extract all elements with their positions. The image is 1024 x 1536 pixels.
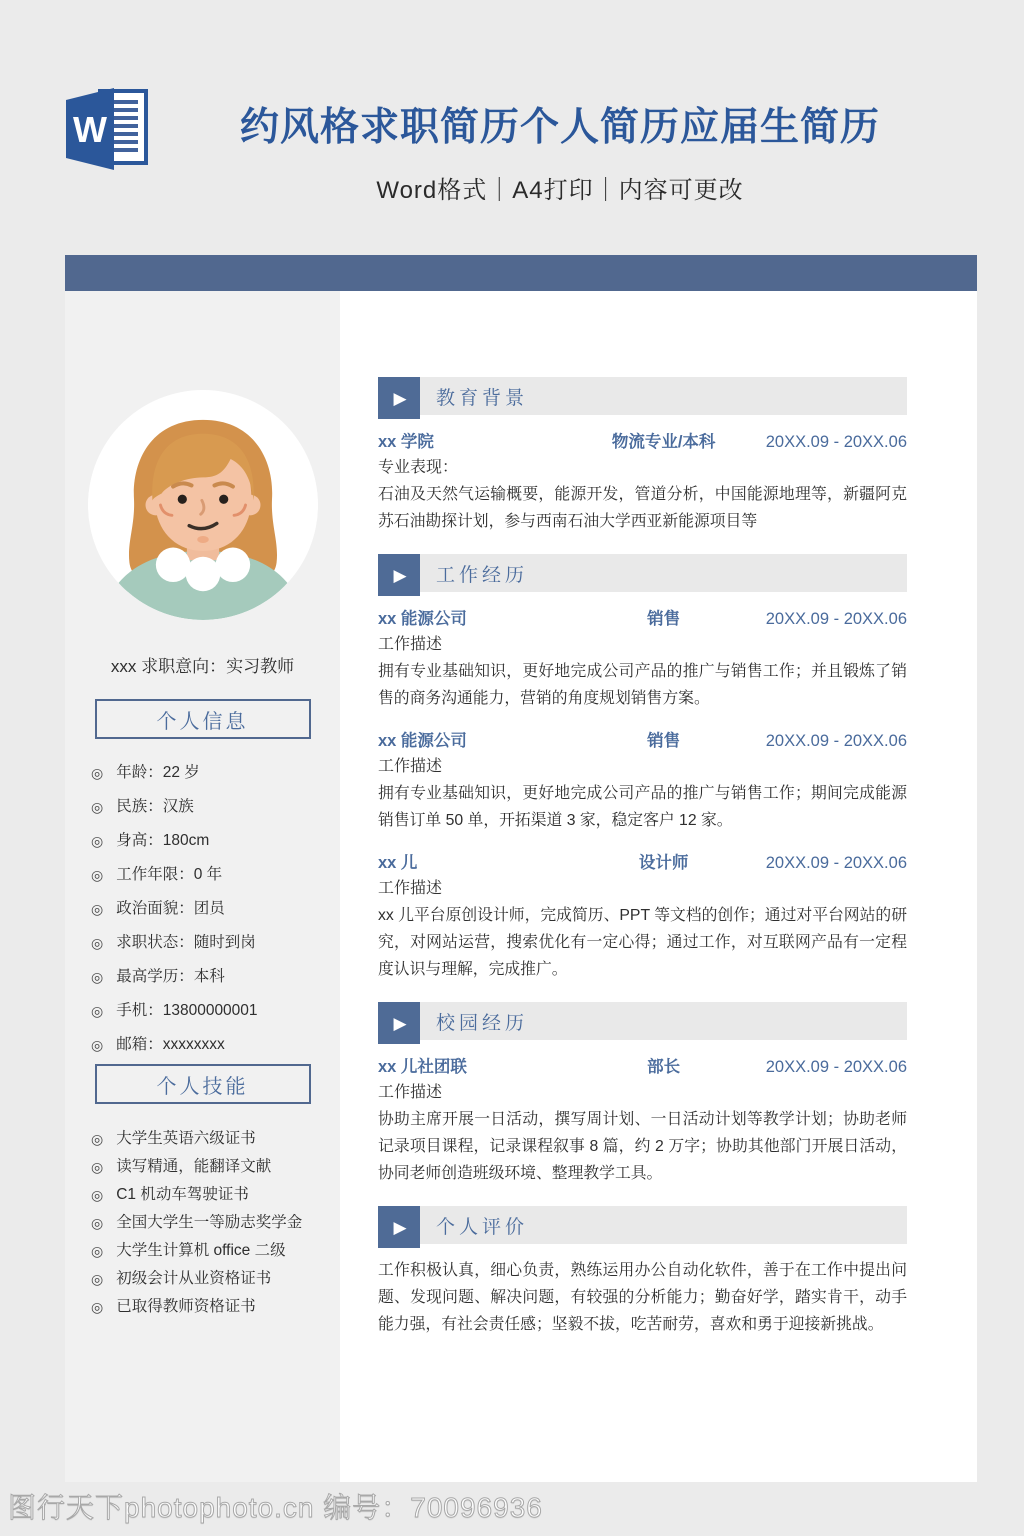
list-item: ◎ 初级会计从业资格证书	[91, 1270, 272, 1287]
entry-date: 20XX.09 - 20XX.06	[765, 854, 907, 872]
list-item: ◎ 读写精通，能翻译文献	[91, 1158, 272, 1175]
entry-desc: xx 儿平台原创设计师，完成简历、PPT 等文档的创作；通过对平台网站的研究，对网站运营，搜索优化有一定心得；通过工作，对互联网产品有一定程度认识与理解，完成推广。	[378, 907, 907, 978]
entry-desc-label: 工作描述	[378, 1084, 443, 1101]
list-item: ◎ 大学生英语六级证书	[91, 1130, 256, 1147]
bullseye-bullet-icon: ◎	[91, 1215, 104, 1231]
resume-card	[65, 255, 977, 1482]
play-icon: ▶	[378, 377, 420, 419]
bullseye-bullet-icon: ◎	[91, 935, 104, 951]
sidebar	[65, 291, 340, 1482]
list-item: ◎ 大学生计算机 office 二级	[91, 1242, 286, 1259]
entry-date: 20XX.09 - 20XX.06	[765, 610, 907, 628]
job-intention: xxx 求职意向：实习教师	[110, 657, 295, 676]
bullseye-bullet-icon: ◎	[91, 1243, 104, 1259]
list-item: ◎ 政治面貌：团员	[91, 900, 225, 917]
list-item: ◎ C1 机动车驾驶证书	[91, 1186, 249, 1203]
site-watermark: 图行天下photophoto.cn 编号：70096936	[8, 1492, 543, 1523]
bullseye-bullet-icon: ◎	[91, 969, 104, 985]
entry-date: 20XX.09 - 20XX.06	[765, 732, 907, 750]
list-item: ◎ 邮箱：xxxxxxxx	[91, 1036, 225, 1053]
entry-role: 物流专业/本科	[611, 433, 716, 451]
section-header	[378, 377, 907, 415]
section-header	[378, 1002, 907, 1040]
entry-desc-label: 工作描述	[378, 880, 443, 897]
entry-role: 销售	[647, 610, 681, 628]
page-subtitle: Word格式｜A4打印｜内容可更改	[376, 177, 744, 204]
entry-desc-label: 工作描述	[378, 758, 443, 775]
section-title: 个人评价	[436, 1216, 529, 1238]
bullseye-bullet-icon: ◎	[91, 799, 104, 815]
list-item: ◎ 工作年限：0 年	[91, 866, 223, 883]
bullseye-bullet-icon: ◎	[91, 867, 104, 883]
list-item: ◎ 已取得教师资格证书	[91, 1298, 256, 1315]
entry-date: 20XX.09 - 20XX.06	[765, 1058, 907, 1076]
entry-role: 设计师	[638, 854, 689, 872]
section-header	[378, 554, 907, 592]
accent-topbar	[65, 255, 977, 291]
section-education	[378, 377, 907, 535]
bullseye-bullet-icon: ◎	[91, 1159, 104, 1175]
bullseye-bullet-icon: ◎	[91, 901, 104, 917]
personal-skills-title: 个人技能	[95, 1064, 311, 1104]
list-item: ◎ 求职状态：随时到岗	[91, 934, 256, 951]
bullseye-bullet-icon: ◎	[91, 833, 104, 849]
work-entry	[378, 849, 907, 983]
bullseye-bullet-icon: ◎	[91, 1037, 104, 1053]
entry-desc: 石油及天然气运输概要，能源开发，管道分析，中国能源地理等，新疆阿克苏石油勘探计划，参与西南石油大学西亚新能源项目等	[378, 486, 907, 530]
page-title: 约风格求职简历个人简历应届生简历	[239, 106, 880, 149]
section-campus	[378, 1002, 907, 1187]
section-title: 工作经历	[436, 564, 529, 586]
entry-org: xx 学院	[378, 433, 434, 451]
entry-desc: 工作积极认真，细心负责，熟练运用办公自动化软件，善于在工作中提出问题、发现问题、解决问题，有较强的分析能力；勤奋好学，踏实肯干，动手能力强，有社会责任感；坚毅不拔，吃苦耐劳，喜欢和勇于迎接新挑战。	[378, 1262, 907, 1333]
evaluation-entry	[378, 1257, 907, 1338]
entry-desc-label: 专业表现：	[378, 459, 459, 476]
section-title: 教育背景	[436, 387, 529, 409]
list-item: ◎ 民族：汉族	[91, 798, 194, 815]
work-entry	[378, 727, 907, 834]
list-item: ◎ 年龄：22 岁	[91, 764, 200, 781]
section-work	[378, 554, 907, 983]
bullseye-bullet-icon: ◎	[91, 1131, 104, 1147]
bullseye-bullet-icon: ◎	[91, 765, 104, 781]
bullseye-bullet-icon: ◎	[91, 1187, 104, 1203]
entry-org: xx 儿	[378, 854, 418, 872]
main-content	[340, 291, 977, 1482]
svg-text:W: W	[73, 109, 107, 150]
list-item: ◎ 手机：13800000001	[91, 1002, 258, 1019]
entry-date: 20XX.09 - 20XX.06	[765, 433, 907, 451]
section-evaluation	[378, 1206, 907, 1338]
section-title: 校园经历	[436, 1012, 529, 1034]
list-item: ◎ 最高学历：本科	[91, 968, 225, 985]
page-header	[0, 0, 1024, 255]
entry-desc: 拥有专业基础知识，更好地完成公司产品的推广与销售工作；期间完成能源销售订单 50 单，开拓渠道 3 家，稳定客户 12 家。	[378, 785, 907, 829]
entry-desc: 协助主席开展一日活动，撰写周计划、一日活动计划等教学计划；协助老师记录项目课程，记录课程叙事 8 篇，约 2 万字；协助其他部门开展日活动，协同老师创造班级环境、整理教学工具。	[378, 1111, 907, 1182]
bullseye-bullet-icon: ◎	[91, 1003, 104, 1019]
entry-org: xx 儿社团联	[378, 1058, 467, 1076]
play-icon: ▶	[378, 1206, 420, 1248]
entry-org: xx 能源公司	[378, 732, 467, 750]
play-icon: ▶	[378, 554, 420, 596]
play-icon: ▶	[378, 1002, 420, 1044]
entry-desc: 拥有专业基础知识，更好地完成公司产品的推广与销售工作；并且锻炼了销售的商务沟通能力，营销的角度规划销售方案。	[378, 663, 907, 707]
section-header	[378, 1206, 907, 1244]
entry-desc-label: 工作描述	[378, 636, 443, 653]
bullseye-bullet-icon: ◎	[91, 1271, 104, 1287]
education-entry	[378, 428, 907, 535]
work-entry	[378, 605, 907, 712]
entry-role: 部长	[647, 1058, 681, 1076]
personal-info-title: 个人信息	[95, 699, 311, 739]
campus-entry	[378, 1053, 907, 1187]
bullseye-bullet-icon: ◎	[91, 1299, 104, 1315]
entry-org: xx 能源公司	[378, 610, 467, 628]
entry-role: 销售	[647, 732, 681, 750]
list-item: ◎ 全国大学生一等励志奖学金	[91, 1214, 303, 1231]
personal-skills-list	[91, 1129, 326, 1325]
avatar	[88, 390, 318, 620]
personal-info-list	[91, 763, 326, 1069]
list-item: ◎ 身高：180cm	[91, 832, 210, 849]
